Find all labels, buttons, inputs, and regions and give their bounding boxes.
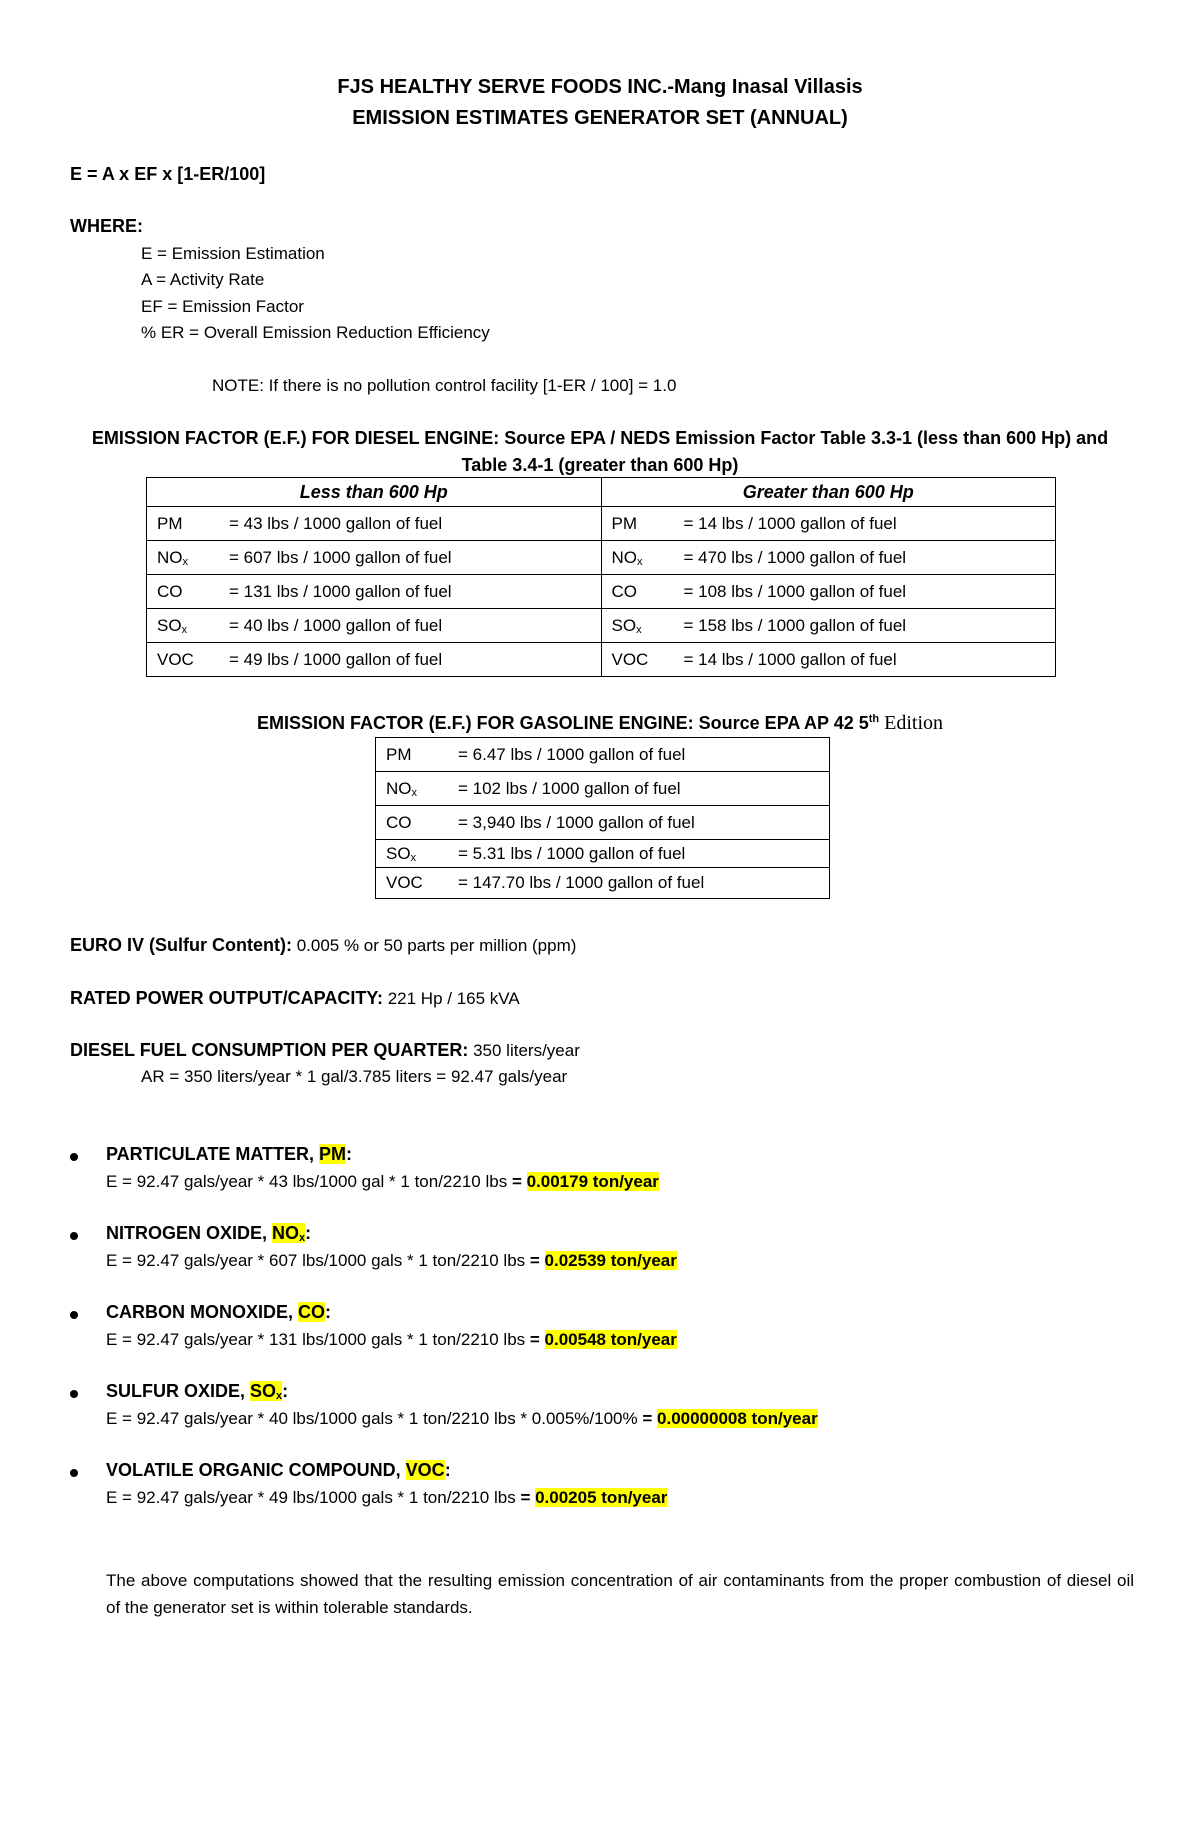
note [212, 376, 676, 396]
fuel-consumption-line [70, 1040, 580, 1061]
table-row [376, 840, 830, 868]
bullet-icon [70, 1153, 78, 1161]
table-row [376, 806, 830, 840]
table-row [147, 575, 1056, 609]
bullet-icon [70, 1469, 78, 1477]
col-header-less-600: Less than 600 Hp [147, 478, 602, 507]
table-row [147, 609, 1056, 643]
table-cell: $SO_x = 40$ lbs / 1000 gallon of fuel [147, 609, 602, 643]
pollutant-calc: E = 92.47 gals/year * 49 lbs/1000 gals * 1 ton/2210 lbs = 0.00205 ton/year [106, 1488, 668, 1507]
note-text: If there is no pollution control facility [1-ER / 100] = 1.0 [263, 376, 677, 395]
col-header-greater-600: Greater than 600 Hp [601, 478, 1056, 507]
fuel-consumption-label: DIESEL FUEL CONSUMPTION PER QUARTER: [70, 1040, 469, 1060]
note-prefix: NOTE: [212, 376, 264, 395]
pollutant-heading: PARTICULATE MATTER, PM: [106, 1144, 352, 1164]
rated-power-value: 221 Hp / 165 kVA [383, 989, 520, 1008]
where-label: WHERE: [70, 216, 143, 236]
table-cell: $SO_x = 5.31$ lbs / 1000 gallon of fuel [376, 840, 830, 868]
pollutant-heading: NITROGEN OXIDE, $NO_x$: [106, 1223, 312, 1244]
formula: E = A x EF x [1-ER/100] [70, 164, 266, 184]
bullet-icon [70, 1311, 78, 1319]
where-item: A = Activity Rate [141, 270, 265, 289]
pollutant-heading: CARBON MONOXIDE, CO: [106, 1302, 332, 1322]
table-row [147, 507, 1056, 541]
pollutant-calc: E = 92.47 gals/year * 40 lbs/1000 gals * 1 ton/2210 lbs * 0.005%/100% = 0.00000008 ton/year [106, 1409, 818, 1428]
euro-iv-label: EURO IV (Sulfur Content): [70, 935, 292, 955]
header-title: EMISSION ESTIMATES GENERATOR SET (ANNUAL) [352, 107, 848, 129]
where-item: % ER = Overall Emission Reduction Efficiency [141, 323, 490, 342]
diesel-heading-2: Table 3.4-1 (greater than 600 Hp) [461, 455, 739, 475]
table-cell: $NO_x = 607$ lbs / 1000 gallon of fuel [147, 541, 602, 575]
table-cell: VOC = 49 lbs / 1000 gallon of fuel [147, 643, 602, 677]
table-cell: VOC = 14 lbs / 1000 gallon of fuel [601, 643, 1056, 677]
table-row [147, 541, 1056, 575]
header-company: FJS HEALTHY SERVE FOODS INC.-Mang Inasal Villasis [337, 76, 863, 98]
table-cell: PM = 14 lbs / 1000 gallon of fuel [601, 507, 1056, 541]
table-row [376, 868, 830, 899]
fuel-consumption-value: 350 liters/year [468, 1041, 580, 1060]
rated-power-label: RATED POWER OUTPUT/CAPACITY: [70, 988, 383, 1008]
table-cell: CO = 108 lbs / 1000 gallon of fuel [601, 575, 1056, 609]
pollutant-heading: VOLATILE ORGANIC COMPOUND, VOC: [106, 1460, 451, 1480]
bullet-icon [70, 1390, 78, 1398]
table-cell: $NO_x = 470$ lbs / 1000 gallon of fuel [601, 541, 1056, 575]
euro-iv-value: 0.005 % or 50 parts per million (ppm) [291, 936, 577, 955]
pollutant-calc: E = 92.47 gals/year * 131 lbs/1000 gals * 1 ton/2210 lbs = 0.00548 ton/year [106, 1330, 677, 1349]
table-cell: $SO_x = 158$ lbs / 1000 gallon of fuel [601, 609, 1056, 643]
table-cell: VOC = 147.70 lbs / 1000 gallon of fuel [376, 868, 830, 899]
result-highlight: 0.00548 ton/year [544, 1330, 677, 1349]
euro-iv-line [70, 935, 576, 956]
result-highlight: 0.02539 ton/year [544, 1251, 677, 1270]
table-cell: PM = 6.47 lbs / 1000 gallon of fuel [376, 738, 830, 772]
table-row [376, 772, 830, 806]
result-highlight: 0.00000008 ton/year [657, 1409, 818, 1428]
diesel-table [146, 477, 1056, 677]
where-item: EF = Emission Factor [141, 297, 304, 316]
result-highlight: 0.00179 ton/year [526, 1172, 659, 1191]
pollutant-calc: E = 92.47 gals/year * 43 lbs/1000 gal * 1 ton/2210 lbs = 0.00179 ton/year [106, 1172, 659, 1191]
activity-rate: AR = 350 liters/year * 1 gal/3.785 liters = 92.47 gals/year [141, 1067, 568, 1086]
rated-power-line [70, 988, 520, 1009]
table-cell: PM = 43 lbs / 1000 gallon of fuel [147, 507, 602, 541]
pollutant-calc: E = 92.47 gals/year * 607 lbs/1000 gals * 1 ton/2210 lbs = 0.02539 ton/year [106, 1251, 677, 1270]
diesel-heading-1: EMISSION FACTOR (E.F.) FOR DIESEL ENGINE: Source EPA / NEDS Emission Factor Table 3.3-1 (less than 600 Hp) and [91, 428, 1109, 448]
result-highlight: 0.00205 ton/year [535, 1488, 668, 1507]
bullet-icon [70, 1232, 78, 1240]
where-item: E = Emission Estimation [141, 244, 325, 263]
table-cell: CO = 3,940 lbs / 1000 gallon of fuel [376, 806, 830, 840]
conclusion-paragraph: The above computations showed that the resulting emission concentration of air contaminants from the proper combustion of diesel oil of the generator set is within tolerable standards. [106, 1571, 1134, 1617]
table-cell: $NO_x = 102$ lbs / 1000 gallon of fuel [376, 772, 830, 806]
gasoline-heading: EMISSION FACTOR (E.F.) FOR GASOLINE ENGINE: Source EPA AP 42 5th Edition [256, 712, 944, 734]
pollutant-heading: SULFUR OXIDE, $SO_x$: [106, 1381, 289, 1402]
table-row [376, 738, 830, 772]
gasoline-table [375, 737, 830, 899]
table-row [147, 643, 1056, 677]
table-cell: CO = 131 lbs / 1000 gallon of fuel [147, 575, 602, 609]
